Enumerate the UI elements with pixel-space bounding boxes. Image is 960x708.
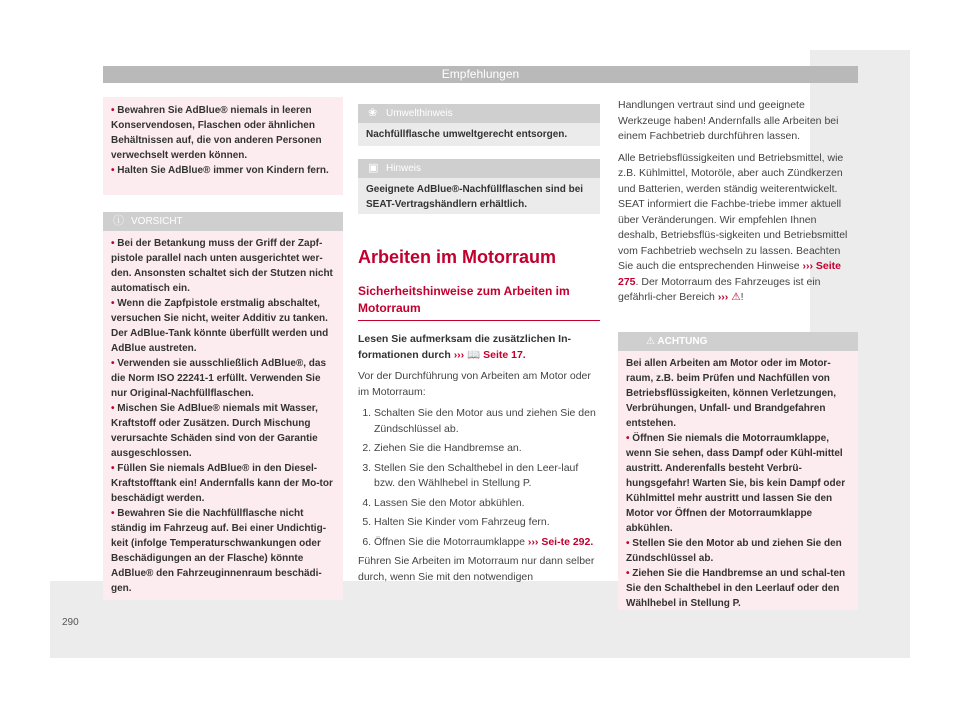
achtung-header: ⚠ ACHTUNG xyxy=(618,332,858,351)
list-item: 5. Halten Sie Kinder vom Fahrzeug fern. xyxy=(374,515,600,531)
divider xyxy=(358,320,600,321)
note-icon: ▣ xyxy=(368,162,379,174)
section-title: Arbeiten im Motorraum xyxy=(358,247,557,267)
list-item: • Füllen Sie niemals AdBlue® in den Diesel-Kraftstofftank ein! Andernfalls kann der Mo-tor beschädigt werden. xyxy=(111,463,333,504)
column-3-text: Handlungen vertraut sind und geeignete Werkzeuge haben! Andernfalls alle Arbeiten bei einem Fachbetrieb durchführen lassen. Alle Betriebsflüssigkeiten und Betriebsmittel, wie z.B. Kühlmittel, Motoröle, aber auch Zündkerzen und Batterien, werden ständig weiterentwickelt. SEAT informiert die Fachbe-triebe immer aktuell über Veränderungen. Wir empfehlen Ihnen deshalb, Betriebsflüs-sigkeiten und Betriebsmittel vom Fachbetrieb wechseln zu lassen. Beachten Sie auch die entsprechenden Hinweise ››› Seite 275. Der Motorraum des Fahrzeuges ist ein gefährli-cher Bereich ››› ⚠! xyxy=(618,99,848,303)
page-header: Empfehlungen xyxy=(103,66,858,83)
steps-list xyxy=(358,406,600,550)
umwelt-header: ❀ Umwelthinweis xyxy=(358,104,600,123)
caution-icon: ⓘ xyxy=(113,215,124,227)
warning-icon: ⚠ xyxy=(731,291,741,303)
list-item: • Verwenden sie ausschließlich AdBlue®, das die Norm ISO 22241-1 erfüllt. Verwenden Sie nur Original-Nachfüllflaschen. xyxy=(111,358,327,399)
list-item: • Öffnen Sie niemals die Motorraumklappe, wenn Sie sehen, dass Dampf oder Kühl-mittel austritt. Anderenfalls besteht Verbrü-hungsgefahr! Warten Sie, bis kein Dampf oder Kühlmittel mehr austritt und lassen Sie den Motor vor Öffnen der Motorraumklappe abkühlen. xyxy=(626,433,846,534)
list-item: • Mischen Sie AdBlue® niemals mit Wasser, Kraftstoff oder Zusätzen. Durch Mischung verursachte Schäden sind von der Garantie ausgeschlossen. xyxy=(111,403,318,459)
list-item: • Bewahren Sie die Nachfüllflasche nicht ständig im Fahrzeug auf. Bei einer Undichtig-keit (infolge Temperaturschwankungen oder Beschädigungen an der Flasche) könnte AdBlue® den Fahrzeuginnenraum beschädi-gen. xyxy=(111,508,327,594)
adblue-warning-box xyxy=(103,97,343,195)
list-item: 2. Ziehen Sie die Handbremse an. xyxy=(374,441,600,457)
hinweis-header: ▣ Hinweis xyxy=(358,159,600,178)
page-link[interactable]: ››› Sei-te 292. xyxy=(527,535,594,548)
list-item: 3. Stellen Sie den Schalthebel in den Leer-lauf bzw. den Wählhebel in Stellung P. xyxy=(374,461,600,492)
umwelt-box: ❀ Umwelthinweis Nachfüllflasche umweltgerecht entsorgen. xyxy=(358,104,600,146)
list-item: • Bei der Betankung muss der Griff der Zapf-pistole parallel nach unten ausgerichtet wer-den. Ansonsten schaltet sich der Stutzen nicht automatisch ein. xyxy=(111,238,333,294)
book-icon: 📖 xyxy=(467,348,481,361)
achtung-box: ⚠ ACHTUNG Bei allen Arbeiten am Motor oder im Motor-raum, z.B. beim Prüfen und Nachfüllen von Betriebsflüssigkeiten, können Verletzungen, Verbrühungen, Unfall- und Brandgefahren entstehen. • Öffnen Sie niemals die Motorraumklappe, wenn Sie sehen, dass Dampf oder Kühl-mittel austritt. Anderenfalls besteht Verbrü-hungsgefahr! Warten Sie, bis kein Dampf oder Kühlmittel mehr austritt und lassen Sie den Motor vor Öffnen der Motorraumklappe abkühlen. • Stellen Sie den Motor ab und ziehen Sie den Zündschlüssel ab. • Ziehen Sie die Handbremse an und schal-ten Sie den Schalthebel in den Leerlauf oder den Wählhebel in Stellung P. xyxy=(618,332,858,610)
warning-icon: ⚠ xyxy=(646,336,655,347)
list-item: 4. Lassen Sie den Motor abkühlen. xyxy=(374,496,600,512)
page-link[interactable]: Seite 17. xyxy=(483,348,526,361)
leaf-icon: ❀ xyxy=(368,107,378,119)
list-item: 1. Schalten Sie den Motor aus und ziehen Sie den Zündschlüssel ab. xyxy=(374,406,600,437)
list-item: • Bewahren Sie AdBlue® niemals in leeren Konservendosen, Flaschen oder ähnlichen Behältnissen auf, die von anderen Personen verwechselt werden können. xyxy=(111,105,322,161)
list-item: 6. Öffnen Sie die Motorraumklappe ››› Sei-te 292. xyxy=(374,535,600,551)
list-item: • Halten Sie AdBlue® immer von Kindern fern. xyxy=(111,165,329,176)
vorsicht-box xyxy=(103,212,343,600)
list-item: • Wenn die Zapfpistole erstmalig abschaltet, versuchen Sie nicht, weiter Additiv zu tanken. Der AdBlue-Tank könnte überfüllt werden und AdBlue austreten. xyxy=(111,298,329,354)
section-subtitle: Sicherheitshinweise zum Arbeiten im Motorraum xyxy=(358,284,570,315)
page-link[interactable]: ››› Seite 275 xyxy=(618,260,841,288)
vorsicht-header: ⓘ VORSICHT xyxy=(103,212,343,231)
column-2-text: Lesen Sie aufmerksam die zusätzlichen In-formationen durch ››› 📖 Seite 17. Vor der Durchführung von Arbeiten am Motor oder im Motorraum: 1. Schalten Sie den Motor aus und ziehen Sie den Zündschlüssel ab. 2. Ziehen Sie die Handbremse an. 3. Stellen Sie den Schalthebel in den Leer-lauf bzw. den Wählhebel in Stellung P. 4. Lassen Sie den Motor abkühlen. 5. Halten Sie Kinder vom Fahrzeug fern. 6. Öffnen Sie die Motorraumklappe ››› Sei-te 292. Führen Sie Arbeiten im Motorraum nur dann selber durch, wenn Sie mit den notwendigen xyxy=(358,332,600,591)
list-item: • Stellen Sie den Motor ab und ziehen Sie den Zündschlüssel ab. xyxy=(626,538,842,564)
page-number: 290 xyxy=(62,617,79,628)
list-item: • Ziehen Sie die Handbremse an und schal-ten Sie den Schalthebel in den Leerlauf oder den Wählhebel in Stellung P. xyxy=(626,568,846,609)
hinweis-box: ▣ Hinweis Geeignete AdBlue®-Nachfüllflaschen sind bei SEAT-Vertragshändlern erhältlich. xyxy=(358,159,600,214)
